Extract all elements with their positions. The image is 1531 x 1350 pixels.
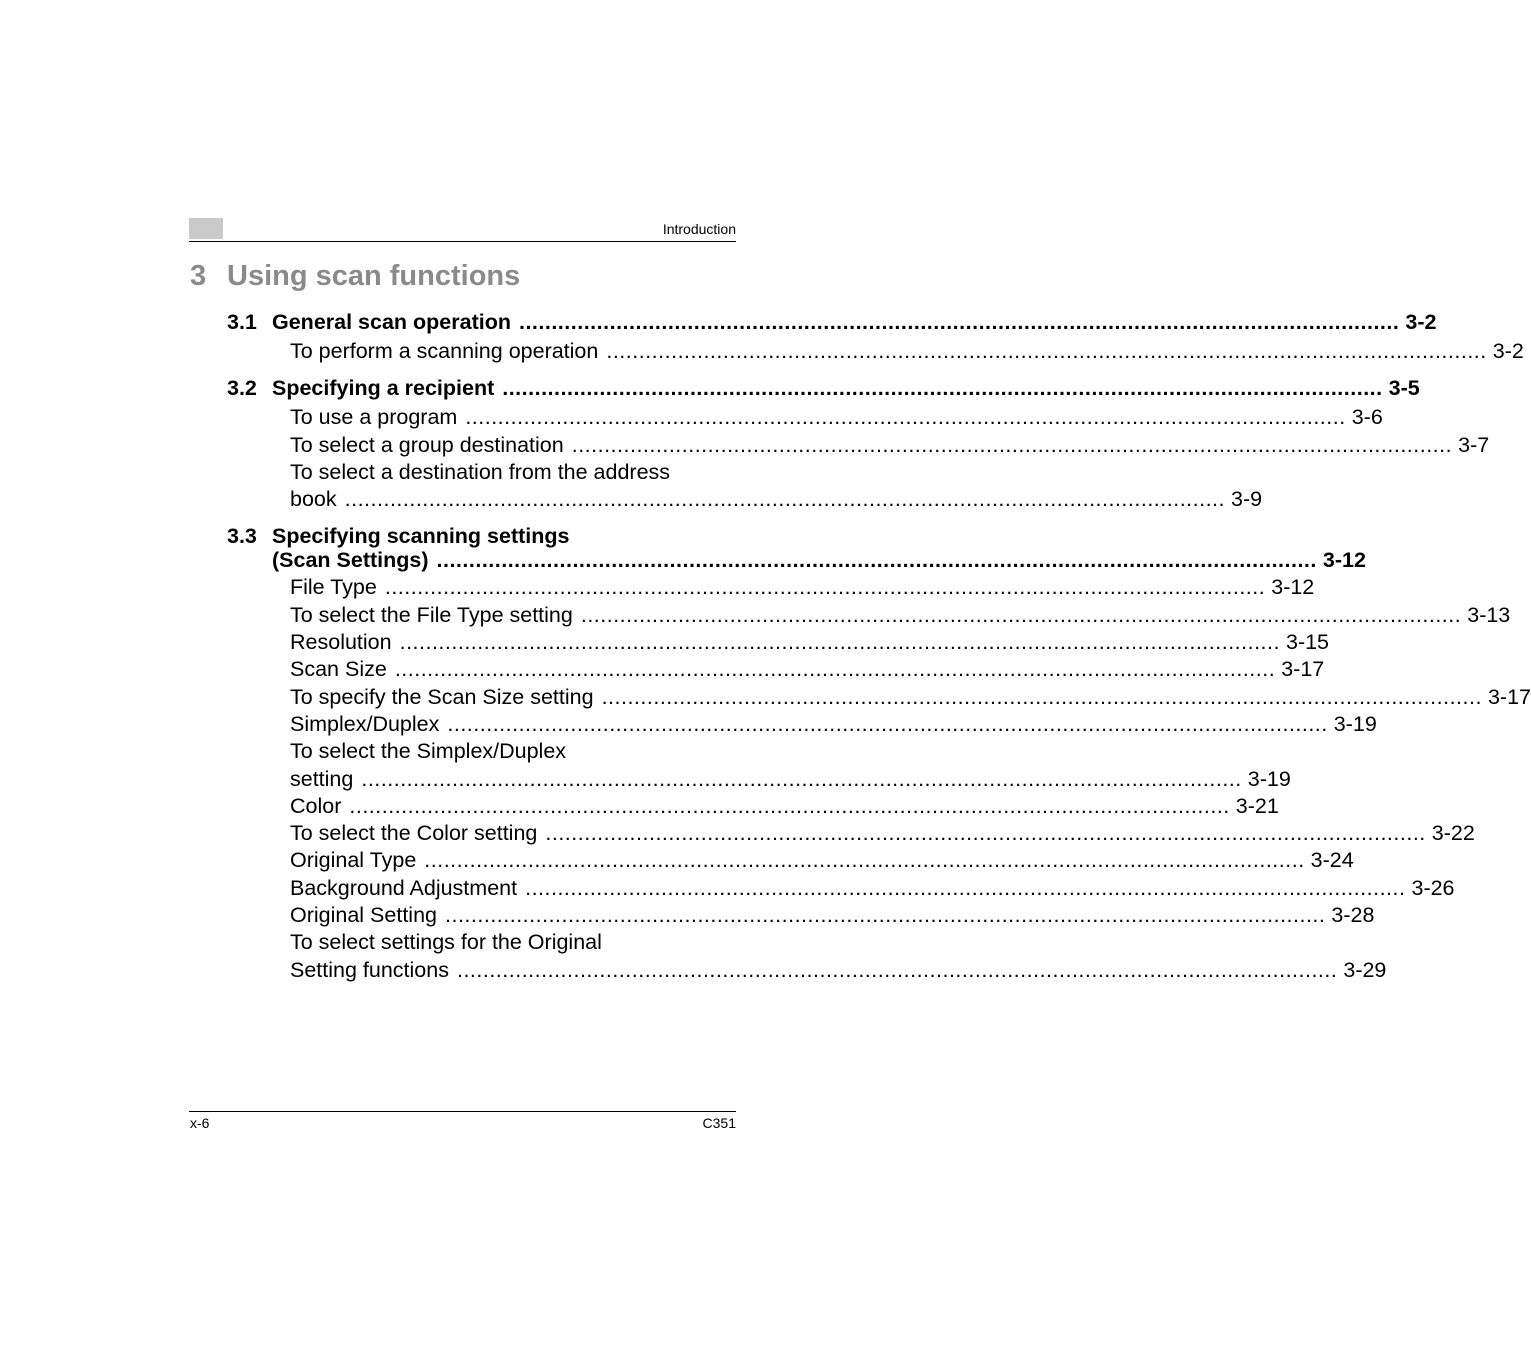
entry-label: To select a group destination <box>290 432 564 457</box>
toc-entry[interactable] <box>290 711 1377 738</box>
entry-label-line1[interactable]: To select a destination from the address <box>290 459 671 484</box>
entry-page: 3-21 <box>1235 793 1279 818</box>
leader-dots <box>598 338 1492 365</box>
footer-divider <box>189 1111 736 1112</box>
toc-section-3-3[interactable] <box>227 521 1366 573</box>
entry-page: 3-28 <box>1331 903 1375 928</box>
entry-label: File Type <box>290 575 377 600</box>
toc-entry[interactable] <box>290 875 1455 902</box>
header-divider <box>189 241 736 242</box>
entry-page: 3-19 <box>1333 711 1377 736</box>
toc-section-3-1[interactable] <box>227 307 1437 338</box>
entry-label: To perform a scanning operation <box>290 339 599 363</box>
leader-dots <box>517 875 1411 902</box>
leader-dots <box>439 711 1333 738</box>
toc-entry[interactable] <box>290 404 1383 431</box>
section-title-line1: Specifying scanning settings <box>272 524 570 549</box>
section-page: 3-2 <box>1405 310 1437 334</box>
leader-dots <box>457 404 1351 431</box>
toc-entry[interactable] <box>290 338 1524 365</box>
section-number: 3.2 <box>227 376 257 401</box>
entry-page: 3-15 <box>1285 630 1330 655</box>
entry-page: 3-17 <box>1281 657 1325 682</box>
entry-page: 3-6 <box>1351 405 1383 430</box>
chapter-heading <box>190 260 520 293</box>
leader-dots <box>353 766 1247 793</box>
entry-page: 3-19 <box>1247 766 1291 791</box>
section-page: 3-12 <box>1322 548 1366 573</box>
entry-page: 3-2 <box>1492 339 1524 363</box>
section-number: 3.3 <box>227 524 257 549</box>
leader-dots <box>387 656 1281 683</box>
section-title: General scan operation <box>272 310 511 334</box>
leader-dots <box>537 820 1431 847</box>
entry-label: setting <box>290 766 354 791</box>
toc-entry[interactable] <box>290 820 1475 847</box>
leader-dots <box>392 629 1286 656</box>
entry-page: 3-13 <box>1467 602 1511 627</box>
leader-dots <box>564 432 1458 459</box>
entry-label: Scan Size <box>290 657 387 682</box>
leader-dots <box>341 793 1235 820</box>
toc-entry[interactable] <box>290 432 1490 459</box>
leader-dots <box>429 548 1323 572</box>
leader-dots <box>337 486 1231 513</box>
entry-page: 3-22 <box>1431 821 1475 846</box>
toc-subentries-3-2 <box>290 404 1490 513</box>
entry-page: 3-7 <box>1458 432 1490 457</box>
entry-page: 3-17 <box>1487 684 1531 709</box>
leader-dots <box>416 847 1310 874</box>
toc-entry[interactable] <box>290 902 1375 929</box>
entry-label-line1[interactable]: To select settings for the Original <box>290 930 602 955</box>
toc-entry[interactable] <box>290 486 1263 513</box>
entry-label: Color <box>290 793 342 818</box>
section-page: 3-5 <box>1388 376 1420 401</box>
toc-section-3-2[interactable] <box>227 373 1420 404</box>
entry-label: Setting functions <box>290 957 449 982</box>
leader-dots <box>449 957 1343 984</box>
toc-entry[interactable] <box>290 574 1315 601</box>
leader-dots <box>494 376 1388 401</box>
entry-page: 3-9 <box>1231 487 1263 512</box>
entry-label: To select the File Type setting <box>290 602 573 627</box>
toc-entry[interactable] <box>290 602 1511 629</box>
entry-label: book <box>290 487 337 512</box>
footer-model: C351 <box>702 1115 736 1131</box>
entry-label: Simplex/Duplex <box>290 711 440 736</box>
chapter-title: Using scan functions <box>227 260 521 292</box>
entry-label-line1[interactable]: To select the Simplex/Duplex <box>290 739 567 764</box>
header-tab-marker <box>189 218 223 239</box>
leader-dots <box>437 902 1331 929</box>
entry-label: Original Type <box>290 848 417 873</box>
entry-label: To specify the Scan Size setting <box>290 684 594 709</box>
leader-dots <box>377 574 1271 601</box>
entry-label: To select the Color setting <box>290 821 538 846</box>
toc-entry[interactable] <box>290 684 1531 711</box>
toc-entry[interactable] <box>290 766 1291 793</box>
toc-entry[interactable] <box>290 793 1279 820</box>
entry-page: 3-24 <box>1310 848 1354 873</box>
header-section-title: Introduction <box>662 221 736 237</box>
toc-entry[interactable] <box>290 629 1330 656</box>
entry-page: 3-29 <box>1343 957 1387 982</box>
entry-page: 3-26 <box>1411 875 1455 900</box>
toc-subentries-3-3 <box>290 574 1531 983</box>
entry-label: Resolution <box>290 630 392 655</box>
entry-label: Background Adjustment <box>290 875 518 900</box>
leader-dots <box>594 684 1488 711</box>
section-title: Specifying a recipient <box>272 376 495 401</box>
leader-dots <box>573 602 1467 629</box>
entry-page: 3-12 <box>1271 575 1315 600</box>
entry-label: To use a program <box>290 405 458 430</box>
section-number: 3.1 <box>227 310 257 334</box>
toc-subentries-3-1 <box>290 338 1524 365</box>
toc-entry[interactable] <box>290 957 1387 984</box>
chapter-number: 3 <box>190 260 207 292</box>
entry-label: Original Setting <box>290 903 437 928</box>
leader-dots <box>511 310 1405 335</box>
toc-entry[interactable] <box>290 847 1354 874</box>
footer-page-number: x-6 <box>190 1115 210 1131</box>
section-title: (Scan Settings) <box>272 548 429 573</box>
toc-entry[interactable] <box>290 656 1325 683</box>
table-of-contents <box>227 307 1531 984</box>
